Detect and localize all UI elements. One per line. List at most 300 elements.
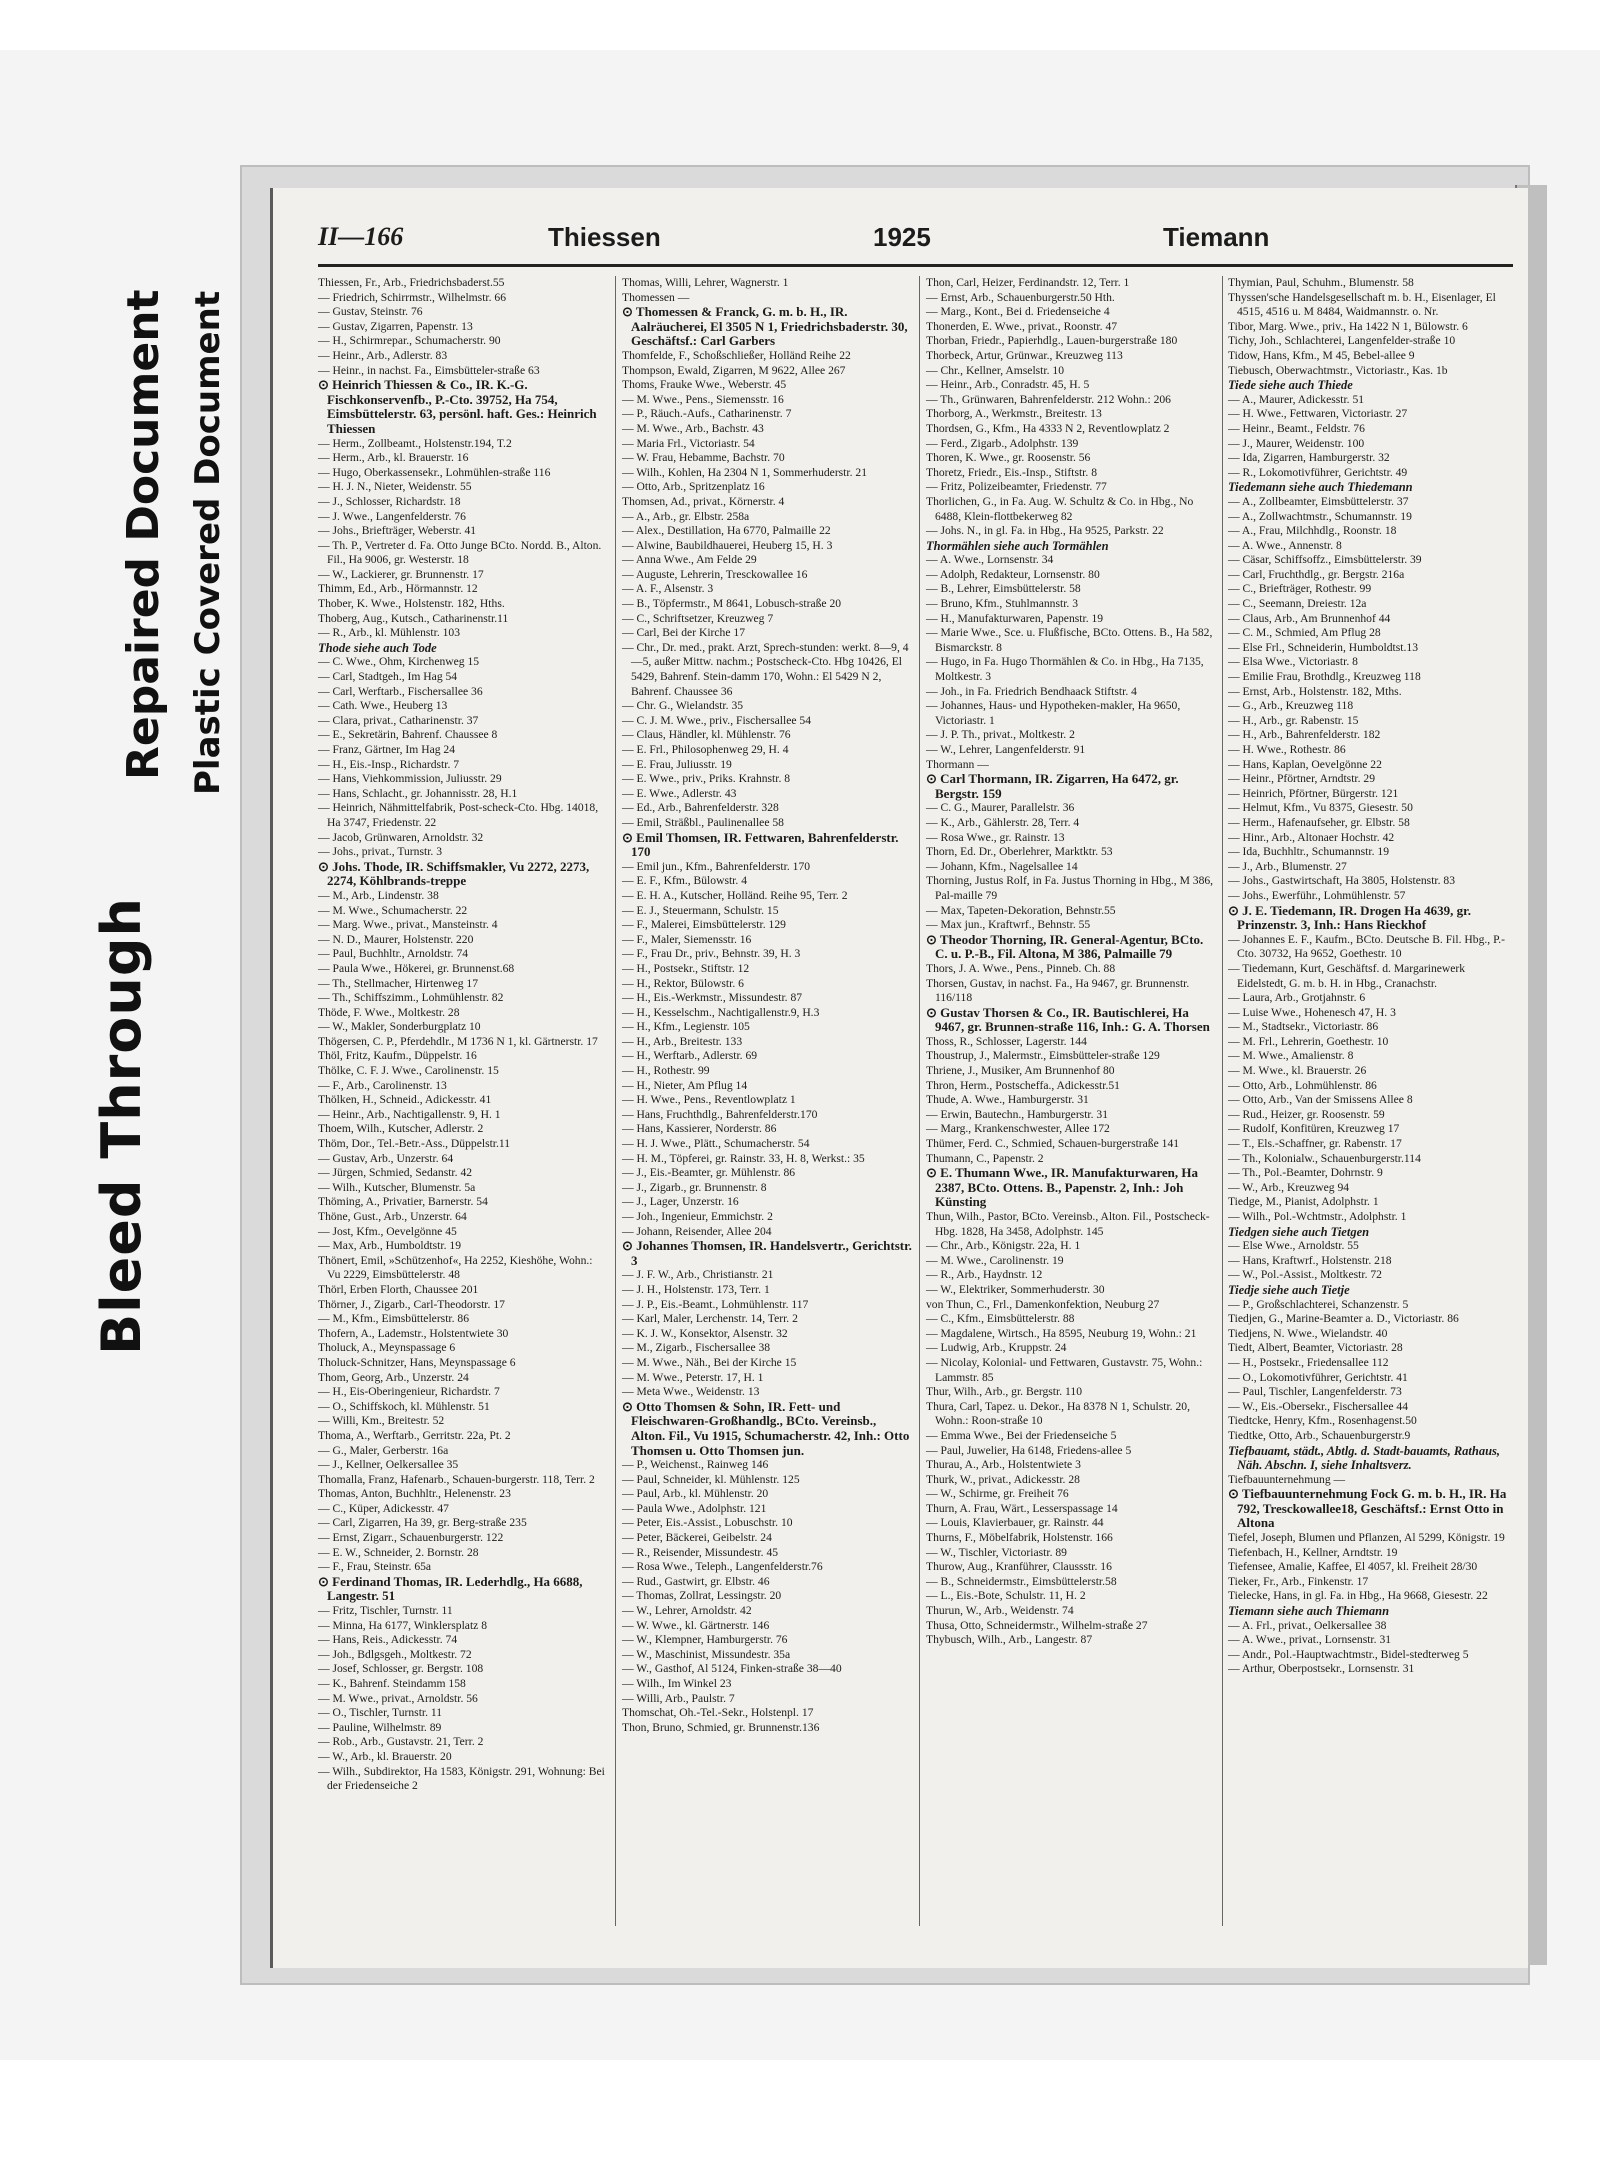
directory-entry: — A. Frl., privat., Oelkersallee 38 — [1228, 1618, 1387, 1632]
directory-entry: — C., Seemann, Dreiestr. 12a — [1228, 597, 1367, 611]
directory-entry: — Herm., Hafenaufseher, gr. Elbstr. 58 — [1228, 815, 1410, 829]
directory-entry: — Johannes, Haus- und Hypotheken-makler, Ha 9650, Victoriastr. 1 — [926, 699, 1181, 727]
directory-entry: — Otto, Arb., Spritzenplatz 16 — [622, 480, 765, 494]
directory-entry: — Paul, Schneider, kl. Mühlenstr. 125 — [622, 1472, 800, 1486]
directory-entry: Thusa, Otto, Schneidermstr., Wilhelm-straße 27 — [926, 1618, 1148, 1632]
directory-entry: — E. Wwe., priv., Priks. Krahnstr. 8 — [622, 772, 791, 786]
directory-entry: — Gustav, Zigarren, Papenstr. 13 — [318, 319, 473, 333]
directory-entry: Thude, A. Wwe., Hamburgerstr. 31 — [926, 1093, 1089, 1107]
directory-entry: — H., Rektor, Bülowstr. 6 — [622, 976, 744, 990]
directory-entry: — N. D., Maurer, Holstenstr. 220 — [318, 932, 474, 946]
surname-heading: Tiede siehe auch Thiede — [1228, 378, 1353, 393]
directory-entry: Thorsen, Gustav, in nachst. Fa., Ha 9467, gr. Brunnenstr. 116/118 — [926, 976, 1190, 1005]
directory-entry: — J. P., Eis.-Beamt., Lohmühlenstr. 117 — [622, 1297, 809, 1311]
directory-entry: — Jost, Kfm., Oevelgönne 45 — [318, 1224, 457, 1238]
firm-entry: ⊙ Tiefbauunternehmung Fock G. m. b. H., IR. Ha 792, Tresckowallee18, Geschäftsf.: Ernst Otto in Altona — [1228, 1486, 1507, 1531]
directory-entry: — M. Wwe., Schumacherstr. 22 — [318, 903, 468, 917]
directory-entry: — C. M., Schmied, Am Pflug 28 — [1228, 626, 1381, 640]
directory-entry: Tiedtcke, Henry, Kfm., Rosenhagenst.50 — [1228, 1414, 1417, 1428]
directory-entry: — Carl, Stadtgeh., Im Hag 54 — [318, 670, 458, 684]
directory-entry: — W., Maschinist, Missundestr. 35a — [622, 1647, 791, 1661]
directory-entry: — Rosa Wwe., Teleph., Langenfelderstr.76 — [622, 1560, 823, 1574]
directory-entry: — Alex., Destillation, Ha 6770, Palmaille 22 — [622, 524, 831, 538]
directory-entry: — Heinr., Pförtner, Arndtstr. 29 — [1228, 772, 1376, 786]
directory-entry: — Ida, Zigarren, Hamburgerstr. 32 — [1228, 451, 1390, 465]
directory-entry: — W., Pol.-Assist., Moltkestr. 72 — [1228, 1268, 1382, 1282]
directory-entry: — A. Wwe., Annenstr. 8 — [1228, 538, 1342, 552]
directory-column-1 — [318, 276, 608, 1794]
directory-entry: — H. Wwe., Rothestr. 86 — [1228, 743, 1346, 756]
directory-entry: — Ernst, Arb., Schauenburgerstr.50 Hth. — [926, 290, 1115, 304]
directory-entry: Thyssen'sche Handelsgesellschaft m. b. H., Eisenlager, El 4515, 4516 u. M 8484, Waidmannstr. o. Nr. — [1228, 290, 1496, 319]
directory-entry: — Rob., Arb., Gustavstr. 21, Terr. 2 — [318, 1735, 484, 1749]
directory-entry: Tiedge, M., Pianist, Adolphstr. 1 — [1228, 1195, 1379, 1209]
directory-entry: — M. Wwe., Amalienstr. 8 — [1228, 1049, 1354, 1063]
directory-entry: — Heinrich, Nähmittelfabrik, Post-scheck-Cto. Hbg. 14018, Ha 3747, Friedenstr. 22 — [318, 801, 599, 829]
directory-entry: Thun, Wilh., Pastor, BCto. Vereinsb., Alton. Fil., Postscheck-Hbg. 1828, Ha 3458, Adolphstr. 145 — [926, 1210, 1210, 1238]
directory-entry: — Claus, Arb., Am Brunnenhof 44 — [1228, 611, 1391, 625]
directory-entry: — C., Küper, Adickesstr. 47 — [318, 1501, 449, 1515]
directory-entry: — Hans, Viehkommission, Juliusstr. 29 — [318, 772, 502, 786]
directory-entry: — Willi, Arb., Paulstr. 7 — [622, 1691, 735, 1705]
directory-entry: — Laura, Arb., Grotjahnstr. 6 — [1228, 991, 1366, 1005]
directory-entry: — C., Kfm., Eimsbüttelerstr. 88 — [926, 1312, 1075, 1326]
directory-entry: Thöl, Fritz, Kaufm., Düppelstr. 16 — [318, 1049, 477, 1063]
directory-entry: — Peter, Eis.-Assist., Lobuschstr. 10 — [622, 1516, 793, 1530]
directory-entry: — Adolph, Redakteur, Lornsenstr. 80 — [926, 567, 1100, 581]
directory-entry: Tiefbauunternehmung — — [1228, 1472, 1346, 1486]
directory-entry: Thriene, J., Musiker, Am Brunnenhof 80 — [926, 1064, 1115, 1078]
firm-entry: ⊙ Gustav Thorsen & Co., IR. Bautischlerei, Ha 9467, gr. Brunnen-straße 116, Inh.: G. A. Thorsen — [926, 1004, 1210, 1035]
directory-entry: Thimm, Ed., Arb., Hörmannstr. 12 — [318, 582, 478, 596]
directory-entry: — M. Wwe., Pens., Siemensstr. 16 — [622, 392, 784, 406]
directory-entry: — Rud., Gastwirt, gr. Elbstr. 46 — [622, 1574, 770, 1588]
directory-entry: Tichy, Joh., Schlachterei, Langenfelder-straße 10 — [1228, 334, 1456, 348]
directory-entry: Thura, Carl, Tapez. u. Dekor., Ha 8378 N 1, Schulstr. 20, Wohn.: Roon-straße 10 — [926, 1399, 1190, 1428]
directory-entry: — M. Wwe., privat., Arnoldstr. 56 — [318, 1691, 478, 1705]
directory-entry: — Ed., Arb., Bahrenfelderstr. 328 — [622, 801, 779, 815]
directory-entry: Thorning, Justus Rolf, in Fa. Justus Thorning in Hbg., M 386, Pal-maille 79 — [926, 874, 1214, 902]
directory-entry: — Meta Wwe., Weidenstr. 13 — [622, 1385, 760, 1399]
directory-entry: — Johs., privat., Turnstr. 3 — [318, 845, 443, 859]
directory-entry: — C. J. M. Wwe., priv., Fischersallee 54 — [622, 713, 812, 727]
directory-entry: — P., Großschlachterei, Schanzenstr. 5 — [1228, 1297, 1409, 1311]
directory-entry: — Heinr., Arb., Conradstr. 45, H. 5 — [926, 378, 1090, 392]
directory-entry: — W., Makler, Sonderburgplatz 10 — [318, 1020, 481, 1034]
directory-entry: — H., Rothestr. 99 — [622, 1064, 710, 1078]
directory-entry: Thurns, F., Möbelfabrik, Holstenstr. 166 — [926, 1531, 1113, 1545]
directory-entry: — Hans, Reis., Adickesstr. 74 — [318, 1633, 458, 1647]
column-divider — [1222, 276, 1223, 1926]
directory-entry: — A., Arb., gr. Elbstr. 258a — [622, 509, 750, 523]
directory-entry: Thors, J. A. Wwe., Pens., Pinneb. Ch. 88 — [926, 961, 1116, 975]
surname-heading: Thormählen siehe auch Tormählen — [926, 538, 1109, 553]
directory-entry: — F., Malerei, Eimsbüttelerstr. 129 — [622, 918, 786, 932]
directory-entry: — Jacob, Grünwaren, Arnoldstr. 32 — [318, 830, 484, 844]
directory-entry: — Paula Wwe., Hökerei, gr. Brunnenst.68 — [318, 961, 515, 975]
firm-entry: ⊙ Carl Thormann, IR. Zigarren, Ha 6472, gr. Bergstr. 159 — [926, 771, 1179, 801]
surname-heading: Thode siehe auch Tode — [318, 640, 437, 655]
directory-entry: Thormann — — [926, 757, 989, 771]
directory-entry: Thorbeck, Artur, Grünwar., Kreuzweg 113 — [926, 348, 1123, 362]
directory-entry: — J. F. W., Arb., Christianstr. 21 — [622, 1268, 774, 1282]
directory-entry: — Rudolf, Konfitüren, Kreuzweg 17 — [1228, 1122, 1400, 1136]
directory-entry: Thordsen, G., Kfm., Ha 4333 N 2, Reventlowplatz 2 — [926, 421, 1170, 435]
directory-entry: — Hans, Fruchthdlg., Bahrenfelderstr.170 — [622, 1107, 818, 1121]
directory-entry: — P., Räuch.-Aufs., Catharinenstr. 7 — [622, 407, 792, 421]
column-divider — [919, 276, 920, 1926]
directory-entry: — Else Frl., Schneiderin, Humboldtst.13 — [1228, 640, 1418, 654]
directory-entry: — J., Kellner, Oelkersallee 35 — [318, 1458, 459, 1472]
directory-entry: — Heinr., Arb., Adlerstr. 83 — [318, 348, 448, 362]
directory-entry: — Johannes E. F., Kaufm., BCto. Deutsche B. Fil. Hbg., P.-Cto. 30732, Ha 9652, Goethestr. 10 — [1228, 932, 1505, 961]
firm-entry: ⊙ E. Thumann Wwe., IR. Manufakturwaren, Ha 2387, BCto. Ottens. B., Papenstr. 2, Inh.: Joh Künsting — [926, 1165, 1199, 1210]
directory-entry: — E. Frau, Juliusstr. 19 — [622, 757, 732, 771]
directory-entry: — Hans, Kassierer, Norderstr. 86 — [622, 1122, 777, 1136]
directory-entry: Thölken, H., Schneid., Adickesstr. 41 — [318, 1093, 492, 1107]
directory-entry: Tiedjens, N. Wwe., Wielandstr. 40 — [1228, 1326, 1388, 1340]
directory-entry: Thomas, Anton, Buchhltr., Helenenstr. 23 — [318, 1487, 511, 1501]
directory-entry: — Paul, Tischler, Langenfelderstr. 73 — [1228, 1385, 1402, 1399]
directory-entry: — J., Eis.-Beamter, gr. Mühlenstr. 86 — [622, 1166, 796, 1180]
directory-entry: — Marg., Krankenschwester, Allee 172 — [926, 1122, 1110, 1136]
directory-entry: — Emilie Frau, Brothdlg., Kreuzweg 118 — [1228, 670, 1421, 684]
directory-entry: — O., Lokomotivführer, Gerichtstr. 41 — [1228, 1370, 1408, 1384]
directory-entry: Thron, Herm., Postscheffa., Adickesstr.51 — [926, 1078, 1120, 1092]
directory-entry: — Ernst, Zigarr., Schauenburgerstr. 122 — [318, 1531, 504, 1545]
directory-entry: — Emil jun., Kfm., Bahrenfelderstr. 170 — [622, 859, 811, 873]
directory-entry: — Marg., Kont., Bei d. Friedenseiche 4 — [926, 305, 1110, 319]
directory-entry: — E. H. A., Kutscher, Holländ. Reihe 95, Terr. 2 — [622, 888, 848, 902]
directory-entry: — Andr., Pol.-Hauptwachtmstr., Bidel-stedterweg 5 — [1228, 1647, 1469, 1661]
directory-entry: — Paul, Buchhltr., Arnoldstr. 74 — [318, 947, 469, 961]
directory-entry: — Tiedemann, Kurt, Geschäftsf. d. Margarinewerk Eidelstedt, G. m. b. H. in Hbg., Cranachstr. — [1228, 961, 1466, 990]
directory-entry: — Marie Wwe., Sce. u. Flußfische, BCto. Ottens. B., Ha 582, Bismarckstr. 8 — [926, 626, 1213, 654]
directory-entry: Thöming, A., Privatier, Barnerstr. 54 — [318, 1195, 488, 1209]
directory-entry: — H., Kesselschm., Nachtigallenstr.9, H.3 — [622, 1005, 820, 1019]
directory-entry: — G., Maler, Gerberstr. 16a — [318, 1443, 449, 1457]
directory-entry: — Carl, Bei der Kirche 17 — [622, 626, 745, 640]
directory-entry: — M. Wwe., Carolinenstr. 19 — [926, 1253, 1064, 1267]
directory-entry: — F., Arb., Carolinenstr. 13 — [318, 1078, 447, 1092]
directory-entry: — Rosa Wwe., gr. Rainstr. 13 — [926, 830, 1065, 844]
directory-entry: Thoren, K. Wwe., gr. Roosenstr. 56 — [926, 451, 1091, 465]
directory-entry: — W. Wwe., kl. Gärtnerstr. 146 — [622, 1618, 770, 1632]
directory-entry: — T., Els.-Schaffner, gr. Rabenstr. 17 — [1228, 1137, 1402, 1151]
directory-entry: Thurow, Aug., Kranführer, Claussstr. 16 — [926, 1560, 1112, 1574]
header-last-entry: Tiemann — [1163, 222, 1270, 252]
directory-entry: — Minna, Ha 6177, Winklersplatz 8 — [318, 1618, 488, 1632]
directory-entry: — B., Schneidermstr., Eimsbüttelerstr.58 — [926, 1574, 1117, 1588]
directory-entry: Thöne, Gust., Arb., Unzerstr. 64 — [318, 1210, 467, 1223]
directory-entry: — Erwin, Bautechn., Hamburgerstr. 31 — [926, 1107, 1109, 1121]
directory-entry: — R., Reisender, Missundestr. 45 — [622, 1545, 779, 1559]
directory-entry: — Cäsar, Schiffsoffz., Eimsbüttelerstr. 39 — [1228, 553, 1422, 567]
directory-entry: Thybusch, Wilh., Arb., Langestr. 87 — [926, 1633, 1093, 1647]
directory-entry: Thorlichen, G., in Fa. Aug. W. Schultz & Co. in Hbg., No 6488, Klein-flottbekerweg 82 — [926, 494, 1194, 523]
directory-column-3 — [926, 276, 1216, 1648]
directory-entry: — W., Lehrer, Arnoldstr. 42 — [622, 1604, 752, 1618]
firm-entry: ⊙ Heinrich Thiessen & Co., IR. K.-G. Fischkonservenfb., P.-Cto. 39752, Ha 754, Eimsbüttelerstr. 63, persönl. haft. Ges.: Heinrich Thiessen — [318, 377, 597, 436]
directory-entry: — Thomas, Zollrat, Lessingstr. 20 — [622, 1589, 782, 1603]
directory-entry: Thomas, Willi, Lehrer, Wagnerstr. 1 — [622, 276, 789, 289]
directory-entry: — Helmut, Kfm., Vu 8375, Giesestr. 50 — [1228, 801, 1413, 815]
directory-entry: — Joh., in Fa. Friedrich Bendhaack Stiftstr. 4 — [926, 684, 1137, 698]
directory-entry: — Chr. G., Wielandstr. 35 — [622, 699, 744, 713]
page-header — [318, 222, 1513, 256]
directory-entry: — J., Maurer, Weidenstr. 100 — [1228, 436, 1365, 450]
directory-entry: Thöm, Dor., Tel.-Betr.-Ass., Düppelstr.11 — [318, 1137, 511, 1151]
directory-entry: — W., Arb., Kreuzweg 94 — [1228, 1180, 1350, 1194]
directory-entry: Tiedjen, G., Marine-Beamter a. D., Victoriastr. 86 — [1228, 1312, 1459, 1326]
directory-entry: Thumann, C., Papenstr. 2 — [926, 1151, 1044, 1165]
directory-entry: — Karl, Maler, Lerchenstr. 14, Terr. 2 — [622, 1312, 798, 1326]
directory-entry: — Heinrich, Pförtner, Bürgerstr. 121 — [1228, 786, 1399, 800]
directory-entry: — J. Wwe., Langenfelderstr. 76 — [318, 509, 466, 523]
directory-entry: Thögersen, C. P., Pferdehdlr., M 1736 N 1, kl. Gärtnerstr. 17 — [318, 1034, 598, 1048]
directory-entry: — Nicolay, Kolonial- und Fettwaren, Gustavstr. 75, Wohn.: Lammstr. 85 — [926, 1355, 1203, 1384]
directory-entry: — K., Bahrenf. Steindamm 158 — [318, 1677, 466, 1690]
directory-entry: — M. Wwe., Peterstr. 17, H. 1 — [622, 1370, 764, 1384]
firm-entry: ⊙ Johs. Thode, IR. Schiffsmakler, Vu 2272, 2273, 2274, Köhlbrands-treppe — [318, 858, 590, 889]
directory-entry: — L., Eis.-Bote, Schulstr. 11, H. 2 — [926, 1589, 1086, 1603]
directory-entry: — Marg. Wwe., privat., Mansteinstr. 4 — [318, 918, 498, 932]
directory-entry: — H., Eis-Oberingenieur, Richardstr. 7 — [318, 1385, 500, 1399]
directory-entry: — W. Frau, Hebamme, Bachstr. 70 — [622, 451, 785, 465]
directory-entry: Thorborg, A., Werkmstr., Breitestr. 13 — [926, 407, 1102, 421]
directory-entry: — Carl, Fruchthdlg., gr. Bergstr. 216a — [1228, 567, 1405, 581]
directory-entry: — E. Wwe., Adlerstr. 43 — [622, 786, 737, 800]
directory-entry: — Auguste, Lehrerin, Tresckowallee 16 — [622, 567, 808, 581]
surname-heading: Tiedgen siehe auch Tietgen — [1228, 1224, 1370, 1239]
directory-entry: — R., Lokomotivführer, Gerichtstr. 49 — [1228, 465, 1408, 479]
directory-entry: — H., Eis.-Insp., Richardstr. 7 — [318, 757, 460, 771]
directory-entry: — E. W., Schneider, 2. Bornstr. 28 — [318, 1545, 479, 1559]
directory-entry: Thon, Carl, Heizer, Ferdinandstr. 12, Terr. 1 — [926, 276, 1130, 289]
directory-entry: — H., Schirmrepar., Schumacherstr. 90 — [318, 334, 501, 348]
directory-entry: — Herm., Zollbeamt., Holstenstr.194, T.2 — [318, 436, 512, 450]
surname-heading: Tiemann siehe auch Thiemann — [1228, 1604, 1390, 1619]
directory-entry: — J., Lager, Unzerstr. 16 — [622, 1195, 739, 1209]
directory-entry: — Arthur, Oberpostsekr., Lornsenstr. 31 — [1228, 1662, 1415, 1676]
directory-entry: — C., Schriftsetzer, Kreuzweg 7 — [622, 611, 774, 625]
directory-entry: — Herm., Arb., kl. Brauerstr. 16 — [318, 451, 469, 465]
directory-entry: — Wilh., Im Winkel 23 — [622, 1677, 732, 1690]
directory-entry: — Otto, Arb., Lohmühlenstr. 86 — [1228, 1078, 1377, 1092]
directory-entry: — Emil, Sträßbl., Paulinenallee 58 — [622, 815, 784, 829]
directory-entry: — Chr., Arb., Königstr. 22a, H. 1 — [926, 1239, 1081, 1253]
directory-entry: — Heinr., in nachst. Fa., Eimsbütteler-straße 63 — [318, 363, 540, 377]
directory-entry: — H. M., Töpferei, gr. Rainstr. 33, H. 8, Werkst.: 35 — [622, 1151, 865, 1165]
directory-entry: Thonerden, E. Wwe., privat., Roonstr. 47 — [926, 319, 1118, 333]
surname-heading: Tiedje siehe auch Tietje — [1228, 1282, 1350, 1297]
directory-entry: — Fritz, Tischler, Turnstr. 11 — [318, 1604, 453, 1618]
directory-entry: — M., Arb., Lindenstr. 38 — [318, 888, 439, 902]
directory-entry: — Louis, Klavierbauer, gr. Rainstr. 44 — [926, 1516, 1104, 1530]
directory-entry: — Maria Frl., Victoriastr. 54 — [622, 436, 755, 450]
directory-entry: — H., Arb., gr. Rabenstr. 15 — [1228, 713, 1359, 727]
directory-entry: Tielecke, Hans, in gl. Fa. in Hbg., Ha 9668, Giesestr. 22 — [1228, 1589, 1488, 1603]
page-number: II—166 — [318, 222, 404, 251]
firm-entry: ⊙ Ferdinand Thomas, IR. Lederhdlg., Ha 6688, Langestr. 51 — [318, 1573, 583, 1604]
directory-entry: Tiebusch, Oberwachtmstr., Victoriastr., Kas. 1b — [1228, 363, 1448, 377]
directory-entry: — Clara, privat., Catharinenstr. 37 — [318, 713, 479, 727]
directory-entry: Thon, Bruno, Schmied, gr. Brunnenstr.136 — [622, 1720, 820, 1734]
directory-entry: Thiessen, Fr., Arb., Friedrichsbaderst.55 — [318, 276, 505, 289]
directory-entry: — Claus, Händler, kl. Mühlenstr. 76 — [622, 728, 791, 742]
directory-entry: — Th. P., Vertreter d. Fa. Otto Junge BCto. Nordd. B., Alton. Fil., Ha 9006, gr. Westerstr. 18 — [318, 538, 602, 567]
directory-entry: — Anna Wwe., Am Felde 29 — [622, 553, 757, 567]
directory-entry: — J., Schlosser, Richardstr. 18 — [318, 494, 461, 508]
directory-entry: — E. Frl., Philosophenweg 29, H. 4 — [622, 743, 789, 756]
directory-entry: — Johs., Ewerführ., Lohmühlenstr. 57 — [1228, 888, 1406, 902]
directory-entry: — H. Wwe., Pens., Reventlowplatz 1 — [622, 1093, 796, 1107]
directory-entry: Thorn, Ed. Dr., Oberlehrer, Marktktr. 53 — [926, 845, 1113, 859]
directory-entry: — Jürgen, Schmied, Sedanstr. 42 — [318, 1166, 473, 1180]
directory-entry: — Hans, Schlacht., gr. Johannisstr. 28, H.1 — [318, 786, 518, 800]
directory-entry: — Max, Arb., Humboldtstr. 19 — [318, 1239, 461, 1253]
column-divider — [615, 276, 616, 1926]
directory-entry: — Heinr., Arb., Nachtigallenstr. 9, H. 1 — [318, 1107, 501, 1121]
directory-entry: Thoberg, Aug., Kutsch., Catharinenstr.11 — [318, 611, 509, 625]
directory-entry: — O., Schiffskoch, kl. Mühlenstr. 51 — [318, 1399, 490, 1413]
directory-entry: — Friedrich, Schirrmstr., Wilhelmstr. 66 — [318, 290, 507, 304]
directory-entry: — W., Arb., kl. Brauerstr. 20 — [318, 1749, 452, 1763]
directory-entry: — M. Wwe., Näh., Bei der Kirche 15 — [622, 1355, 797, 1369]
directory-entry: — A., Zollwachtmstr., Schumannstr. 19 — [1228, 509, 1412, 523]
directory-entry: — H., Arb., Bahrenfelderstr. 182 — [1228, 728, 1381, 742]
directory-entry: — H., Werftarb., Adlerstr. 69 — [622, 1049, 758, 1063]
directory-entry: — H. J. N., Nieter, Weidenstr. 55 — [318, 480, 472, 494]
directory-entry: — W., Gasthof, Al 5124, Finken-straße 38—40 — [622, 1662, 842, 1676]
directory-entry: — Wilh., Pol.-Wchtmstr., Adolphstr. 1 — [1228, 1210, 1407, 1223]
directory-entry: — Else Wwe., Arnoldstr. 55 — [1228, 1239, 1359, 1253]
directory-entry: — Th., Schiffszimm., Lohmühlenstr. 82 — [318, 991, 504, 1005]
directory-entry: — G., Arb., Kreuzweg 118 — [1228, 699, 1354, 713]
directory-entry: — Hans, Kaplan, Oevelgönne 22 — [1228, 757, 1382, 771]
directory-entry: Thorban, Friedr., Papierhdlg., Lauen-burgerstraße 180 — [926, 334, 1178, 348]
directory-entry: — Willi, Km., Breitestr. 52 — [318, 1414, 445, 1428]
directory-entry: Thoma, A., Werftarb., Gerritstr. 22a, Pt. 2 — [318, 1428, 511, 1442]
directory-entry: — Carl, Zigarren, Ha 39, gr. Berg-straße 235 — [318, 1516, 527, 1530]
directory-entry: — W., Klempner, Hamburgerstr. 76 — [622, 1633, 788, 1647]
directory-entry: — J., Arb., Blumenstr. 27 — [1228, 859, 1347, 873]
directory-entry: — Max jun., Kraftwrf., Behnstr. 55 — [926, 918, 1091, 932]
directory-entry: — Ludwig, Arb., Kruppstr. 24 — [926, 1341, 1067, 1355]
directory-entry: — Joh., Bdlgsgeh., Moltkestr. 72 — [318, 1647, 472, 1661]
surname-heading: Tiefbauamt, städt., Abtlg. d. Stadt-bauamts, Rathaus, Näh. Abschn. I, siehe Inhaltsverz. — [1228, 1443, 1501, 1473]
directory-entry: — H., Eis.-Werkmstr., Missundestr. 87 — [622, 991, 803, 1005]
directory-entry: — Chr., Kellner, Amselstr. 10 — [926, 363, 1065, 377]
directory-entry: — M., Stadtsekr., Victoriastr. 86 — [1228, 1020, 1379, 1034]
directory-entry: — A., Frau, Milchhdlg., Roonstr. 18 — [1228, 524, 1397, 538]
directory-entry: — K. J. W., Konsektor, Alsenstr. 32 — [622, 1326, 788, 1340]
directory-entry: Thymian, Paul, Schuhm., Blumenstr. 58 — [1228, 276, 1414, 289]
directory-entry: von Thun, C., Frl., Damenkonfektion, Neuburg 27 — [926, 1297, 1160, 1311]
directory-entry: — Joh., Ingenieur, Emmichstr. 2 — [622, 1210, 773, 1223]
firm-entry: ⊙ Otto Thomsen & Sohn, IR. Fett- und Fleischwaren-Großhandlg., BCto. Vereinsb., Alton. Fil., Vu 1915, Schumacherstr. 42, Inh.: Otto Thomsen u. Otto Thomsen jun. — [622, 1398, 910, 1458]
directory-entry: — Ida, Buchhltr., Schumannstr. 19 — [1228, 845, 1390, 859]
directory-entry: — Wilh., Kutscher, Blumenstr. 5a — [318, 1180, 476, 1194]
directory-entry: — H., Postsekr., Friedensallee 112 — [1228, 1355, 1389, 1369]
directory-entry: — Hugo, in Fa. Hugo Thormählen & Co. in Hbg., Ha 7135, Moltkestr. 3 — [926, 655, 1204, 684]
directory-entry: — Johs., Gastwirtschaft, Ha 3805, Holstenstr. 83 — [1228, 874, 1456, 888]
directory-entry: — F., Frau, Steinstr. 65a — [318, 1560, 432, 1574]
directory-entry: — Cath. Wwe., Heuberg 13 — [318, 699, 448, 713]
directory-entry: — Josef, Schlosser, gr. Bergstr. 108 — [318, 1662, 484, 1676]
directory-entry: — Gustav, Steinstr. 76 — [318, 305, 423, 319]
directory-entry: — Otto, Arb., Van der Smissens Allee 8 — [1228, 1093, 1413, 1107]
directory-entry: — Johann, Kfm., Nagelsallee 14 — [926, 859, 1078, 873]
directory-entry: Tholuck-Schnitzer, Hans, Meynspassage 6 — [318, 1355, 516, 1369]
directory-entry: — R., Arb., Haydnstr. 12 — [926, 1268, 1043, 1282]
directory-entry: — A., Zollbeamter, Eimsbüttelerstr. 37 — [1228, 494, 1409, 508]
directory-entry: — M. Frl., Lehrerin, Goethestr. 10 — [1228, 1034, 1389, 1048]
directory-entry: — Heinr., Beamt., Feldstr. 76 — [1228, 421, 1365, 435]
directory-entry: Thöde, F. Wwe., Moltkestr. 28 — [318, 1005, 460, 1019]
directory-entry: — F., Frau Dr., priv., Behnstr. 39, H. 3 — [622, 947, 801, 961]
directory-entry: — Wilh., Subdirektor, Ha 1583, Königstr. 291, Wohnung: Bei der Friedenseiche 2 — [318, 1764, 605, 1793]
directory-entry: — Paul, Arb., kl. Mühlenstr. 20 — [622, 1487, 769, 1501]
directory-entry: Tibor, Marg. Wwe., priv., Ha 1422 N 1, Bülowstr. 6 — [1228, 319, 1468, 333]
directory-entry: Thörl, Erben Florth, Chaussee 201 — [318, 1282, 479, 1296]
directory-entry: — Fritz, Polizeibeamter, Friedenstr. 77 — [926, 480, 1107, 494]
directory-entry: — O., Tischler, Turnstr. 11 — [318, 1706, 443, 1720]
directory-column-2 — [622, 276, 912, 1735]
directory-entry: — Th., Pol.-Beamter, Dohrnstr. 9 — [1228, 1166, 1383, 1180]
directory-entry: — Ferd., Zigarb., Adolphstr. 139 — [926, 436, 1079, 450]
directory-entry: — Gustav, Arb., Unzerstr. 64 — [318, 1151, 454, 1165]
directory-entry: Thomalla, Franz, Hafenarb., Schauen-burgerstr. 118, Terr. 2 — [318, 1472, 595, 1486]
directory-entry: — Alwine, Baubildhauerei, Heuberg 15, H. 3 — [622, 538, 833, 552]
directory-entry: — M., Kfm., Eimsbüttelerstr. 86 — [318, 1312, 470, 1326]
surname-heading: Tiedemann siehe auch Thiedemann — [1228, 480, 1413, 495]
directory-entry: Tholuck, A., Meynspassage 6 — [318, 1341, 456, 1355]
directory-entry: — M. Wwe., kl. Brauerstr. 26 — [1228, 1064, 1367, 1078]
directory-entry: — Ernst, Arb., Holstenstr. 182, Mths. — [1228, 684, 1402, 698]
directory-entry: Thomessen — — [622, 290, 690, 304]
directory-entry: — Max, Tapeten-Dekoration, Behnstr.55 — [926, 903, 1116, 917]
directory-entry: — M., Zigarb., Fischersallee 38 — [622, 1341, 771, 1355]
directory-entry: — Johs. N., in gl. Fa. in Hbg., Ha 9525, Parkstr. 22 — [926, 524, 1164, 538]
directory-column-4 — [1228, 276, 1513, 1677]
directory-entry: Tiedtke, Otto, Arb., Schauenburgerstr.9 — [1228, 1428, 1411, 1442]
firm-entry: ⊙ Thomessen & Franck, G. m. b. H., IR. Aalräucherei, El 3505 N 1, Friedrichsbaderstr. 30, Geschäftsf.: Carl Garbers — [622, 304, 908, 349]
directory-entry: — F., Maler, Siemensstr. 16 — [622, 932, 752, 946]
firm-entry: ⊙ Emil Thomsen, IR. Fettwaren, Bahrenfelderstr. 170 — [622, 829, 899, 860]
directory-entry: — W., Lehrer, Langenfelderstr. 91 — [926, 743, 1086, 756]
directory-entry: Thompson, Ewald, Zigarren, M 9622, Allee 267 — [622, 363, 846, 377]
directory-entry: — C. Wwe., Ohm, Kirchenweg 15 — [318, 655, 480, 669]
directory-entry: Thoem, Wilh., Kutscher, Adlerstr. 2 — [318, 1122, 484, 1136]
directory-entry: — E., Sekretärin, Bahrenf. Chaussee 8 — [318, 728, 498, 742]
directory-entry: — Johann, Reisender, Allee 204 — [622, 1224, 772, 1238]
directory-entry: — E. F., Kfm., Bülowstr. 4 — [622, 874, 747, 888]
directory-entry: — R., Arb., kl. Mühlenstr. 103 — [318, 626, 461, 640]
directory-entry: — J. P. Th., privat., Moltkestr. 2 — [926, 728, 1075, 742]
directory-entry: — Emma Wwe., Bei der Friedenseiche 5 — [926, 1428, 1117, 1442]
directory-entry: — Paul, Juwelier, Ha 6148, Friedens-allee 5 — [926, 1443, 1132, 1457]
plastic-covered-label: Plastic Covered Document — [188, 290, 228, 795]
directory-entry: — Hans, Kraftwrf., Holstenstr. 218 — [1228, 1253, 1392, 1267]
directory-entry: — H. Wwe., Fettwaren, Victoriastr. 27 — [1228, 407, 1408, 421]
directory-entry: — Franz, Gärtner, Im Hag 24 — [318, 743, 456, 756]
directory-entry: Thoustrup, J., Malermstr., Eimsbütteler-straße 129 — [926, 1049, 1160, 1063]
directory-entry: — P., Weichenst., Rainweg 146 — [622, 1458, 769, 1472]
header-rule — [318, 264, 1513, 267]
directory-entry: — Paula Wwe., Adolphstr. 121 — [622, 1501, 767, 1515]
directory-entry: — A. Wwe., Lornsenstr. 34 — [926, 553, 1054, 567]
